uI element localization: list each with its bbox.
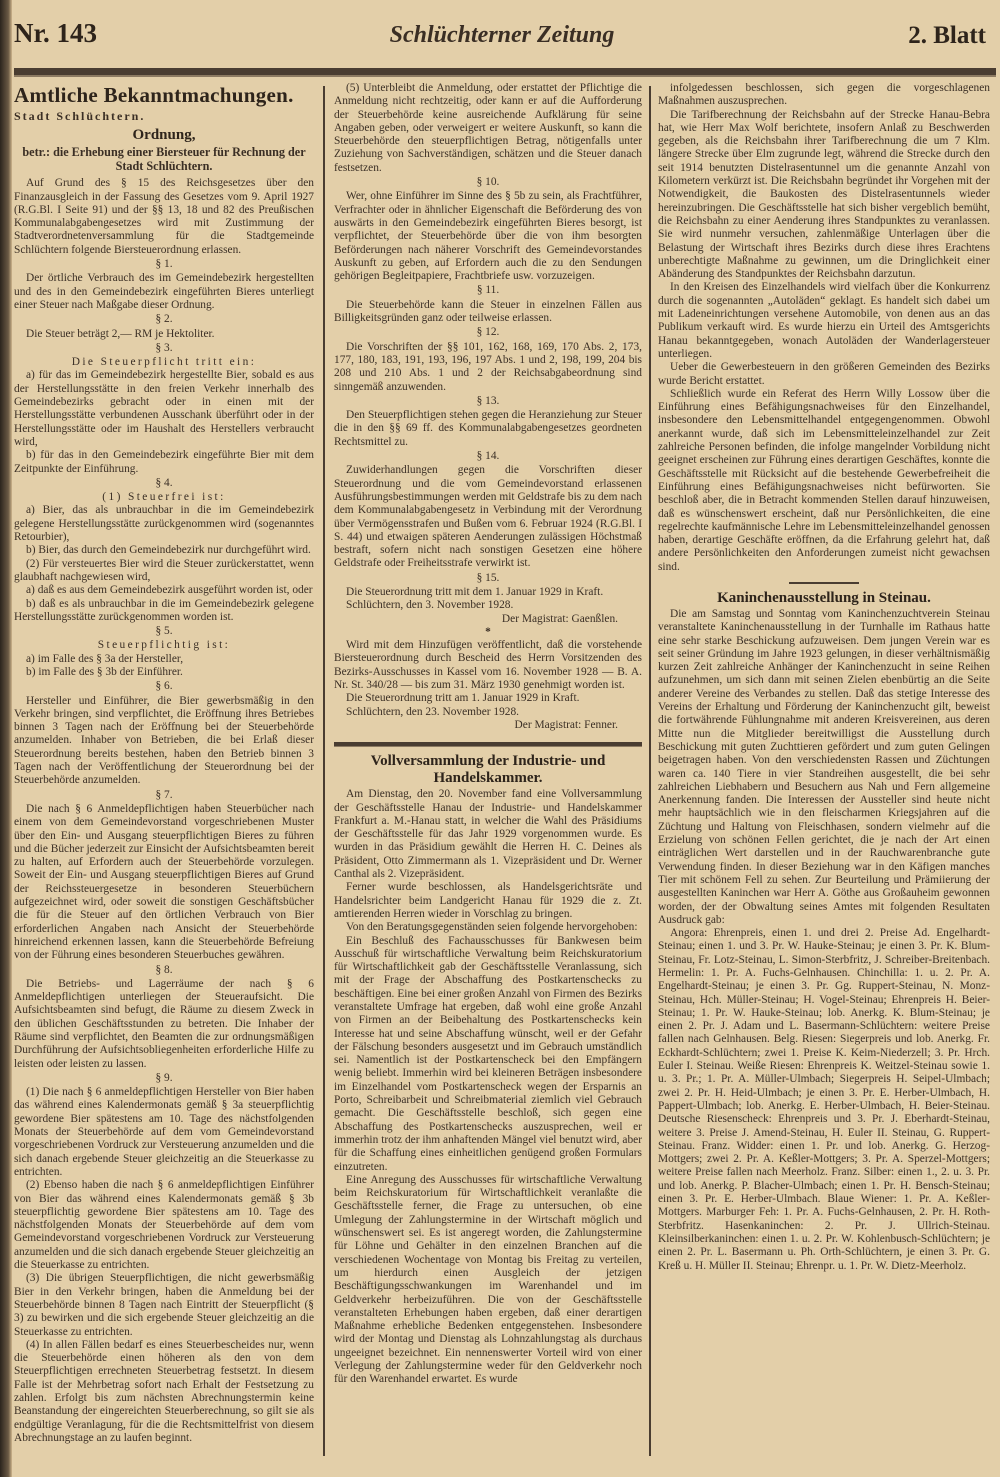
paragraph: infolgedessen beschlossen, sich gegen die vorgeschlagenen Maßnahmen auszusprechen. [658,82,990,108]
paragraph: Die Betriebs- und Lagerräume der nach § 6 Anmeldepflichtigen unterliegen der Steueraufsicht. Die Aufsichtsbeamten sind befugt, die Räume zu diesem Zweck in den üblichen Geschäftsstunden zu betreten. Die Inhaber der Räume sind verpflichtet, den Beamten die zur ordnungsmäßigen Durchführung der Aufsichtsobliegenheiten erforderliche Hilfe zu leisten oder leisten zu lassen. [14,977,314,1070]
paragraph: a) Bier, das als unbrauchbar in die im Gemeindebezirk gelegene Herstellungsstätte zurückgenommen wird (sogenanntes Retourbier), [14,504,314,544]
paragraph: Ein Beschluß des Fachausschusses für Bankwesen beim Ausschuß für wirtschaftliche Verwaltung beim Reichskuratorium für Wirtschaftlichkeit gab der Geschäftsstelle Veranlassung, sich mit der Frage der Abschaffung des Postkartenschecks zu beschäftigen. Eine bei einer großen Anzahl von Firmen des Bezirks veranstaltete Umfrage hat ergeben, daß wohl eine große Anzahl von Firmen an der Beibehaltung des Postkartenschecks kein Interesse hat und seine Abschaffung wünscht, weil er der Gefahr der Fälschung besonders ausgesetzt und im Gebrauch umständlich sei. Namentlich ist der Postkartenscheck bei den Empfängern wenig beliebt. Immerhin wird bei kleineren Beträgen insbesondere im Einzelhandel vom Postkartenscheck wegen der Ersparnis an Porto, Schreibarbeit und Schreibmaterial ziemlich viel Gebrauch gemacht. Die Geschäftsstelle beschloß, sich gegen eine Abschaffung des Postkartenschecks auszusprechen, weil er immerhin trotz der ihm anhaftenden Mängel viel benutzt wird, aber für die Schaffung eines einheitlichen genügend großen Formulars einzutreten. [334,934,642,1173]
column-divider [323,86,325,1456]
paragraph: Die Steuer beträgt 2,— RM je Hektoliter. [26,327,215,340]
paragraph: Den Steuerpflichtigen stehen gegen die Heranziehung zur Steuer die in den §§ 69 ff. des Kommunalabgabengesetzes geordneten Rechtsmittel zu. [334,409,642,448]
section-subtitle: Stadt Schlüchtern. [14,109,146,123]
paragraph: Eine Anregung des Ausschusses für wirtschaftliche Verwaltung beim Reichskuratorium für Wirtschaftlichkeit veranlaßte die Geschäftsstelle ferner, die Frage zu untersuchen, ob eine Umlegung der Zahlungstermine in der Wirtschaft möglich und wünschenswert sei. Es ist angeregt worden, die Zahlungstermine für Löhne und Gehälter in den einzelnen Branchen auf die verschiedenen Wochentage von Montag bis Freitag zu verteilen, um hierdurch einen Ausgleich der jetzigen Beschäftigungsschwankungen im Warenhandel und im Geldverkehr herbeizuführen. Die von der Geschäftsstelle veranstalteten Erhebungen haben ergeben, daß einer derartigen Maßnahme erhebliche Bedenken entgegenstehen. Insbesondere wird der Montag und Dienstag als Lohnzahlungstag als durchaus ungeeignet bezeichnet. Ein nennenswerter Vorteil wird von einer Verlegung der Zahlungstermine weder für den Geldverkehr noch für den Warenhandel erwartet. Es wurde [334,1173,642,1386]
paragraph: b) daß es als unbrauchbar in die im Gemeindebezirk gelegene Herstellungsstätte zurückgenommen worden ist. [14,597,314,623]
paragraph: Der örtliche Verbrauch des im Gemeindebezirk hergestellten und des in den Gemeindebezirk eingeführten Bieres unterliegt einer Steuer nach Maßgabe dieser Ordnung. [14,272,314,311]
paragraph-number: § 12. [476,326,500,339]
paragraph-number: § 9. [155,1071,173,1084]
paragraph: a) im Falle des § 3a der Hersteller, [26,652,184,665]
paragraph: b) Bier, das durch den Gemeindebezirk nur durchgeführt wird. [26,544,311,557]
paragraph: In den Kreisen des Einzelhandels wird vielfach über die Konkurrenz durch die sogenannten „Autoläden“ geklagt. Es handelt sich dabei um mit Ladeneinrichtungen versehene Automobile, von denen aus an das Publikum verkauft wird. Es wurde hierzu ein Urteil des Amtsgerichts Hanau bekanntgegeben, wonach Autoläden der Wanderlagersteuer unterliegen. [658,281,990,360]
article-heading: Ordnung, [132,127,196,144]
paragraph: Auf Grund des § 15 des Reichsgesetzes über den Finanzausgleich in der Fassung des Gesetzes vom 9. April 1927 (R.G.Bl. I Seite 91) und der §§ 13, 18 und 82 des Preußischen Kommunalabgabengesetzes wird mit Zustimmung der Stadtverordnetenversammlung für die Stadtgemeinde Schlüchtern folgende Biersteuerordnung erlassen. [14,177,314,256]
paragraph: Hersteller und Einführer, die Bier gewerbsmäßig in den Verkehr bringen, sind verpflichtet, die Eröffnung ihres Betriebes binnen 3 Tagen nach der Eröffnung bei der Steuerbehörde anzumelden. Inhaber von Betrieben, die bei Erlaß dieser Steuerordnung bereits bestehen, haben den Betrieb binnen 3 Tagen nach der Veröffentlichung der Steuerordnung bei der Steuerbehörde anzumelden. [14,694,314,787]
paragraph: Schließlich wurde ein Referat des Herrn Willy Lossow über die Einführung eines Befähigungsnachweises für den Einzelhandel, insbesondere den Lebensmittelhandel entgegengenommen. Obwohl anerkannt wurde, daß sich im Lebensmitteleinzelhandel zur Zeit zahlreiche Personen befinden, die infolge mangelnder Vorbildung nicht geeignet erscheinen zur Führung eines derartigen Geschäftes, konnte die Geschäftsstelle mit Rücksicht auf die bestehende Gewerbefreiheit die Einführung eines Befähigungsnachweises nicht befürworten. Sie beschloß aber, die in Betracht kommenden Stellen darauf hinzuweisen, daß es wünschenswert erscheint, daß nur Persönlichkeiten, die eine regelrechte kaufmännische Lehre im Lebensmitteleinzelhandel genossen haben, derartige Geschäfte eröffnen, da die Erfahrung gelehrt hat, daß andere Persönlichkeiten den Anforderungen zumeist nicht gewachsen sind. [658,387,990,573]
paragraph-number: § 14. [476,450,500,463]
newspaper-title: Schlüchterner Zeitung [389,22,615,48]
article-subheading: betr.: die Erhebung einer Biersteuer für Rechnung der Stadt Schlüchtern. [22,145,306,174]
paragraph: Angora: Ehrenpreis, einen 1. und drei 2. Preise Ad. Engelhardt-Steinau; einen 1. und 3. Pr. W. Hauke-Steinau; je einen 3. Pr. K. Blum-Steinau, Fr. Lotz-Steinau, L. Simon-Sterbfritz, J. Schreiber-Breitenbach. Hermelin: 1. Pr. A. Fuchs-Gelnhausen. Chinchilla: 1. u. 2. Pr. A. Engelhardt-Steinau; je einen 3. Pr. Gg. Ruppert-Steinau, N. Monz-Steinau, Hch. Müller-Steinau; H. Vogel-Steinau; Ehrenpreis H. Beier-Steinau; 1. Pr. W. Hauke-Steinau; lob. Anerkg. K. Blum-Steinau; je einen 2. Pr. J. Adam und L. Basermann-Schlüchtern: weitere Preise fallen nach Gelnhausen. Belg. Riesen: Siegerpreis und lob. Anerkg. Fr. Eckhardt-Schlüchtern; zwei 1. Preise K. Keim-Niederzell; 3. Pr. Hrch. Euler I. Steinau. Weiße Riesen: Ehrenpreis K. Weitzel-Steinau sowie 1. u. 3. Pr.; 1. Pr. A. Müller-Ulmbach; Siegerpreis H. Seipel-Ulmbach; zwei 2. Pr. H. Heid-Ulmbach; je einen 3. Pr. E. Herber-Ulmbach, H. Pappert-Ulmbach; lob. Anerkg. E. Herber-Ulmbach, H. Beier-Steinau. Deutsche Riesenscheck: Ehrenpreis und 3. Pr. J. Eberhardt-Steinau, weitere 3. Preise J. Amend-Steinau, H. Euler II. Steinau, G. Ruppert-Steinau. Franz. Widder: einen 1. Pr. und lob. Anerkg. G. Herzog-Mottgers; zwei 2. Pr. A. Keßler-Mottgers; 3. Pr. A. Sperzel-Mottgers; weitere Preise fallen nach Meerholz. Franz. Silber: einen 1., 2. u. 3. Pr. und lob. Anerkg. P. Blacher-Ulmbach; einen 1. Pr. H. Bensch-Steinau; einen 3. Pr. E. Herber-Ulmbach. Blaue Wiener: 1. Pr. A. Keßler-Mottgers. Marburger Feh: 1. Pr. A. Fuchs-Gelnhausen, 2. Pr. H. Roth-Sterbfritz. Hasenkaninchen: 2. Pr. J. Ullrich-Steinau. Kleinsilberkaninchen: einen 1. u. 2. Pr. W. Kohlenbusch-Schlüchtern; je einen 2. Pr. L. Basermann u. Ph. Orth-Schlüchtern, je einen 3. Pr. G. Kreß u. H. Müller II. Steinau; Ehrenpr. u. 1. Pr. W. Dietz-Meerholz. [658,927,990,1272]
paragraph-number: § 1. [155,258,173,271]
column-2 [334,82,642,1467]
paragraph: (2) Ebenso haben die nach § 6 anmeldepflichtigen Einführer von Bier das während eines Kalendermonats gemäß § 3b steuerpflichtig gewordene Bier spätestens am 10. Tage des nächstfolgenden Monats der Steuerbehörde auf dem vom Gemeindevorstand vorgeschriebenen Vordruck zur Versteuerung anzumelden und die sich danach ergebende Steuer gleichzeitig an die Steuerkasse zu entrichten. [14,1179,314,1272]
paragraph-number: § 11. [476,284,500,297]
masthead [14,14,990,54]
spaced-heading: (1) Steuerfrei ist: [102,491,226,504]
paragraph: a) für das im Gemeindebezirk hergestellte Bier, sobald es aus der Herstellungsstätte in den freien Verkehr innerhalb des Gemeindebezirks gebracht oder in einen mit der Herstellungsstätte verbundenen Ausschank überführt oder in der Herstellungsstätte oder im Haushalt des Herstellers verbraucht wird, [14,369,314,448]
paragraph-number: § 15. [476,571,500,584]
paragraph: a) daß es aus dem Gemeindebezirk ausgeführt worden ist, oder [26,584,313,597]
paragraph: (4) In allen Fällen bedarf es eines Steuerbescheides nur, wenn die Steuerbehörde einen höheren als den von dem Steuerpflichtigen errechneten Steuerbetrag festsetzt. In diesem Falle ist der Mehrbetrag sofort nach Erhalt der Festsetzung zu zahlen. Erfolgt bis zum nächsten Abrechnungstermin keine Beanstandung der eingereichten Steuerberechnung, so gilt sie als endgültige Veranlagung, für die die Rechtsmittelfrist von diesem Abrechnungstage an zu laufen beginnt. [14,1338,314,1444]
paragraph: Schlüchtern, den 3. November 1928. [346,599,514,612]
column-divider [649,86,651,1456]
paragraph: Die Steuerordnung tritt mit dem 1. Januar 1929 in Kraft. [346,585,604,598]
paragraph: Die Vorschriften der §§ 101, 162, 168, 169, 170 Abs. 2, 173, 177, 180, 183, 191, 193, 196, 197 Abs. 1 und 2, 198, 199, 204 bis 208 und 210 Abs. 1 und 2 der Reichsabgabeordnung sind sinngemäß anzuwenden. [334,340,642,393]
paragraph-number: § 5. [155,625,173,638]
section-title: Amtliche Bekanntmachungen. [14,83,294,107]
article-rule [334,742,642,747]
paragraph-number: § 2. [155,313,173,326]
paragraph: Ueber die Gewerbesteuern in den größeren Gemeinden des Bezirks wurde Bericht erstattet. [658,361,990,387]
signature: Der Magistrat: Fenner. [514,718,618,731]
page-binding-edge [0,0,12,1477]
paragraph: Die Tarifberechnung der Reichsbahn auf der Strecke Hanau-Bebra hat, wie Herr Max Wolf berichtete, insofern Anlaß zu Beschwerden gegeben, als die Reichsbahn ihrer Tarifberechnung die um 7 Klm. längere Strecke über Elm zugrunde legt, während die Strecke durch den seit 1914 benutzten Distelrasentunnel um die genannte Anzahl von Kilometern verkürzt ist. Die Reichsbahn begründet ihr Vorgehen mit der Notwendigkeit, die Baukosten des Distelrasentunnels wieder hereinzubringen. Die Geschäftsstelle hat sich bisher vergeblich bemüht, die Reichsbahn zu einer Aenderung ihres Standpunktes zu veranlassen. Sie wird nunmehr versuchen, zahlenmäßige Unterlagen über die Belastung der Wirtschaft ihres Bezirks durch diese ihres Erachtens unberechtigte Maßnahme zu gewinnen, um die Dringlichkeit einer Abänderung des Standpunktes der Reichsbahn darzutun. [658,108,990,281]
column-3 [658,82,990,1467]
paragraph-number: § 7. [155,788,173,801]
short-rule [789,582,859,584]
masthead-rule [14,68,996,77]
paragraph-number: § 13. [476,394,500,407]
spaced-heading: Steuerpflichtig ist: [97,639,231,652]
article-heading: Kaninchenausstellung in Steinau. [717,589,931,606]
column-1 [14,82,314,1467]
separator-star: * [485,625,491,638]
issue-number: Nr. 143 [14,18,98,48]
paragraph: (2) Für versteuertes Bier wird die Steuer zurückerstattet, wenn glaubhaft nachgewiesen wird, [14,557,314,583]
paragraph: Die am Samstag und Sonntag vom Kaninchenzuchtverein Steinau veranstaltete Kaninchenausstellung in der Turnhalle im Rathaus hatte eine sehr starke Beschickung aufzuweisen. Dem jungen Verein war es seit seiner Gründung im Jahre 1923 gelungen, in dieser verhältnismäßig kurzen Zeit zahlreiche Anhänger der Kaninchenzucht in seine Reihen aufzunehmen, um sich dann mit seinen Zielen ebenbürtig an die Seite anderer Vereine des Verbandes zu stellen. Daß das stetige Interesse des Vereins der Erhaltung und Förderung der Kaninchenzucht gilt, beweist die fortwährende Fühlungnahme mit anderen Kreisvereinen, aus deren Mitte nun die Mitglieder bereitwilligst die Ausstellung durch Beschickung mit guten Zuchttieren gefördert und zum guten Gelingen beigetragen haben. Von den verschiedensten Rassen und Züchtungen waren ca. 140 Tiere in vier Standreihen ausgestellt, die bei sehr zahlreichen Liebhabern und Besuchern aus Nah und Fern allgemeine Anerkennung fanden. Die Interessen der Aussteller sind heute nicht mehr hauptsächlich wie in den fleischarmen Kriegsjahren auf die Züchtung und Haltung von Fleischhasen, sondern vielmehr auf die Erzielung von schönen Fellen gerichtet, die je nach der Art einen einträglichen Wert darstellen und in der Rauchwarenbranche gute Verwendung finden. In dieser Beziehung war in den Käfigen manches Tier mit schönem Fell zu sehen. Zur Beurteilung und Prämiierung der ausgestellten Kaninchen war Herr A. Göthe aus Großauheim gewonnen worden, der der Obwaltung seines Amtes mit folgenden Resultaten Ausdruck gab: [658,607,990,926]
paragraph: b) für das in den Gemeindebezirk eingeführte Bier mit dem Zeitpunkte der Einführung. [14,449,314,475]
paragraph: (3) Die übrigen Steuerpflichtigen, die nicht gewerbsmäßig Bier in den Verkehr bringen, haben die Anmeldung bei der Steuerbehörde binnen 8 Tagen nach Eintritt der Steuerpflicht (§ 3) zu bewirken und die sich ergebende Steuer gleichzeitig an die Steuerkasse zu entrichten. [14,1272,314,1338]
paragraph: (1) Die nach § 6 anmeldepflichtigen Hersteller von Bier haben das während eines Kalendermonats gemäß § 3a steuerpflichtig gewordene Bier spätestens am 10. Tage des nächstfolgenden Monats der Steuerbehörde auf dem vom Gemeindevorstand vorgeschriebenen Vordruck zur Versteuerung anzumelden und die sich danach ergebende Steuer gleichzeitig an die Steuerkasse zu entrichten. [14,1086,314,1178]
paragraph: Am Dienstag, den 20. November fand eine Vollversammlung der Geschäftsstelle Hanau der Industrie- und Handelskammer Frankfurt a. M.-Hanau statt, in welcher die Wahl des Präsidiums der Geschäftsstelle für das Jahr 1929 vorgenommen wurde. Es wurden in das Präsidium gewählt die Herren H. C. Deines als Präsident, Otto Zimmermann als 1. Vizepräsident und Dr. Werner Canthal als 2. Vizepräsident. [334,788,642,881]
paragraph-number: § 6. [155,680,173,693]
article-heading: Vollversammlung der Industrie- und Handelskammer. [370,753,606,787]
paragraph: Die Steuerordnung tritt am 1. Januar 1929 in Kraft. [346,692,580,705]
paragraph: Schlüchtern, den 23. November 1928. [346,705,520,718]
paragraph: b) im Falle des § 3b der Einführer. [26,665,183,678]
paragraph: Wer, ohne Einführer im Sinne des § 5b zu sein, als Frachtführer, Verfrachter oder in ähnlicher Eigenschaft die Beförderung des von auswärts in den Gemeindebezirk eingeführten Bieres besorgt, ist verpflichtet, der Steuerbehörde über die von ihm besorgten Beförderungen nach näherer Vorschrift des Gemeindevorstandes Auskunft zu geben, auf Erfordern auch die zu den Sendungen gehörigen Begleitpapiere, Frachtbriefe usw. vorzuzeigen. [334,190,642,283]
paragraph-number: § 10. [476,176,500,189]
paragraph-number: § 4. [155,476,173,489]
paragraph: Ferner wurde beschlossen, als Handelsgerichtsräte und Handelsrichter beim Landgericht Hanau für 1929 die z. Zt. amtierenden Herren wieder in Vorschlag zu bringen. [334,881,642,920]
paragraph: (5) Unterbleibt die Anmeldung, oder erstattet der Pflichtige die Anmeldung nicht rechtzeitig, oder kann er auf die Aufforderung der Steuerbehörde keine ausreichende Aufklärung für seine Angaben geben, oder verweigert er weitere Auskunft, so kann die Steuerbehörde den steuerpflichtigen Betrag, nötigenfalls unter Zuziehung von Sachverständigen, schätzen und die Steuer danach festsetzen. [334,82,642,174]
spaced-heading: Die Steuerpflicht tritt ein: [71,356,257,369]
paragraph: Von den Beratungsgegenständen seien folgende hervorgehoben: [346,921,638,934]
paragraph-number: § 3. [155,341,173,354]
paragraph: Die nach § 6 Anmeldepflichtigen haben Steuerbücher nach einem von dem Gemeindevorstand vorgeschriebenen Muster über den Ein- und Ausgang steuerpflichtigen Bieres zu führen und die Bücher jederzeit zur Einsicht der Aufsichtsbeamten bereit zu halten, auf Erfordern auch der Steuerbehörde vorzulegen. Soweit der Ein- und Ausgang steuerpflichtigen Bieres auf Grund der Reichssteuergesetze in besonderen Steuerbüchern aufgezeichnet wird, oder soweit die sonstigen Geschäftsbücher die für die Steuer auf den örtlichen Verbrauch von Bier erforderlichen Angaben nach Ansicht der Steuerbehörde hinreichend erkennen lassen, kann die Steuerbehörde Befreiung von der Führung eines besonderen Steuerbuches gewähren. [14,802,314,962]
paragraph: Zuwiderhandlungen gegen die Vorschriften dieser Steuerordnung und die vom Gemeindevorstand erlassenen Ausführungsbestimmungen werden mit Geldstrafe bis zu dem nach dem Kommunalabgabengesetz in Verbindung mit der Verordnung über Vermögensstrafen und Bußen vom 6. Februar 1924 (R.G.Bl. I S. 44) und etwaigen späteren Aenderungen zulässigen Höchstmaß bestraft, sofern nicht nach sonstigen Gesetzen eine höhere Geldstrafe oder Freiheitsstrafe verwirkt ist. [334,464,642,570]
paragraph-number: § 8. [155,963,173,976]
paragraph: Wird mit dem Hinzufügen veröffentlicht, daß die vorstehende Biersteuerordnung durch Bescheid des Herrn Vorsitzenden des Bezirks-Ausschusses in Kassel vom 16. November 1928 — B. A. Nr. St. 340/28 — bis zum 31. März 1930 genehmigt worden ist. [334,639,642,692]
signature: Der Magistrat: Gaenßlen. [501,612,618,625]
sheet-number: 2. Blatt [908,22,986,49]
paragraph: Die Steuerbehörde kann die Steuer in einzelnen Fällen aus Billigkeitsgründen ganz oder teilweise erlassen. [334,298,642,325]
